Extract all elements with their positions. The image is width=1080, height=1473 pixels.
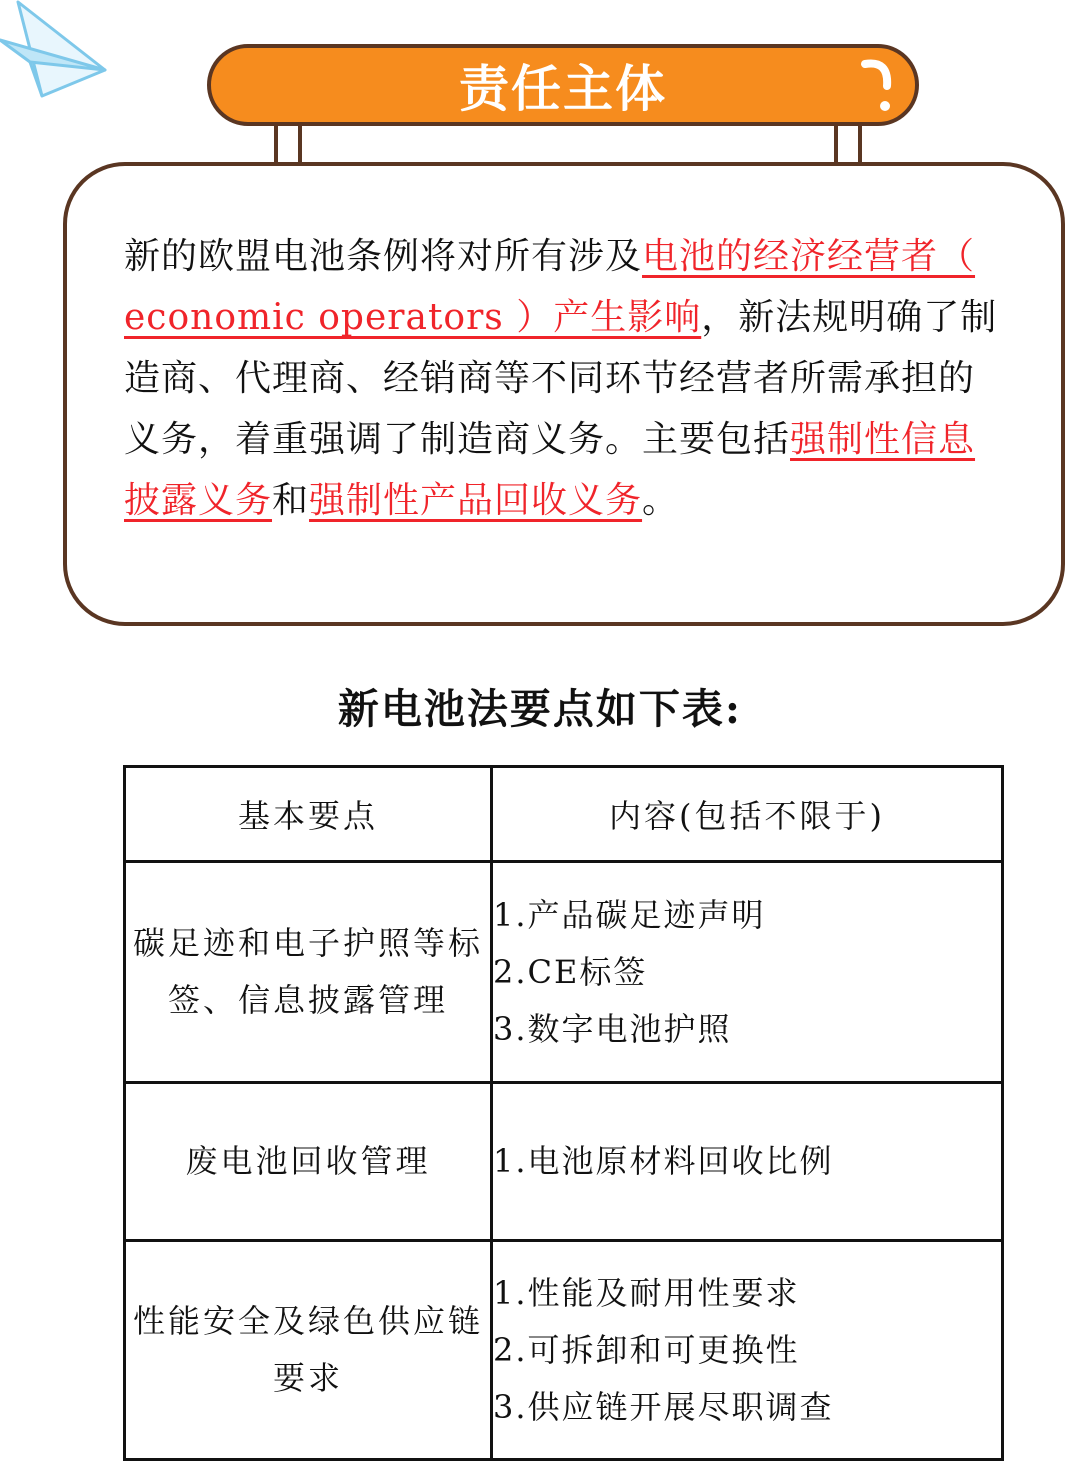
intro-highlight-product-recycling: 强制性产品回收义务	[309, 480, 643, 521]
content-item: 3.供应链开展尽职调查	[493, 1387, 834, 1426]
content-item: 3.数字电池护照	[493, 1009, 732, 1048]
key-points-table	[123, 765, 1004, 1461]
row-content	[492, 1241, 1003, 1460]
table-header-row	[125, 767, 1003, 862]
content-item: 2.可拆卸和可更换性	[493, 1330, 800, 1369]
row-topic: 碳足迹和电子护照等标签、信息披露管理	[125, 862, 492, 1083]
column-header-topic: 基本要点	[125, 767, 492, 862]
content-item: 1.产品碳足迹声明	[493, 895, 766, 934]
table-row	[125, 1241, 1003, 1460]
row-content	[492, 862, 1003, 1083]
intro-text: 。	[642, 480, 680, 521]
intro-text: 新的欧盟电池条例将对所有涉及	[124, 236, 643, 277]
table-row	[125, 862, 1003, 1083]
intro-paragraph	[124, 226, 1004, 531]
intro-highlight-info-disclosure: 强制性信息披露义务	[124, 419, 976, 521]
intro-text: 和	[272, 480, 310, 521]
table-row	[125, 1083, 1003, 1241]
content-item: 1.性能及耐用性要求	[493, 1273, 800, 1312]
row-topic: 废电池回收管理	[125, 1083, 492, 1241]
content-item: 1.电池原材料回收比例	[493, 1142, 834, 1180]
row-content	[492, 1083, 1003, 1241]
intro-highlight-economic-operators: 电池的经济经营者（ economic operators ）产生影响	[124, 236, 976, 338]
sparkle-icon	[855, 56, 901, 116]
column-header-content: 内容(包括不限于)	[492, 767, 1003, 862]
intro-text: ，新法规明确了制造商、代理商、经销商等不同环节经营者所需承担的义务，着重强调了制造商义务。主要包括	[124, 297, 998, 460]
content-item: 2.CE标签	[493, 952, 648, 991]
row-topic: 性能安全及绿色供应链要求	[125, 1241, 492, 1460]
title-banner	[207, 44, 919, 126]
section-heading: 新电池法要点如下表:	[337, 685, 743, 733]
page-title: 责任主体	[459, 60, 667, 118]
